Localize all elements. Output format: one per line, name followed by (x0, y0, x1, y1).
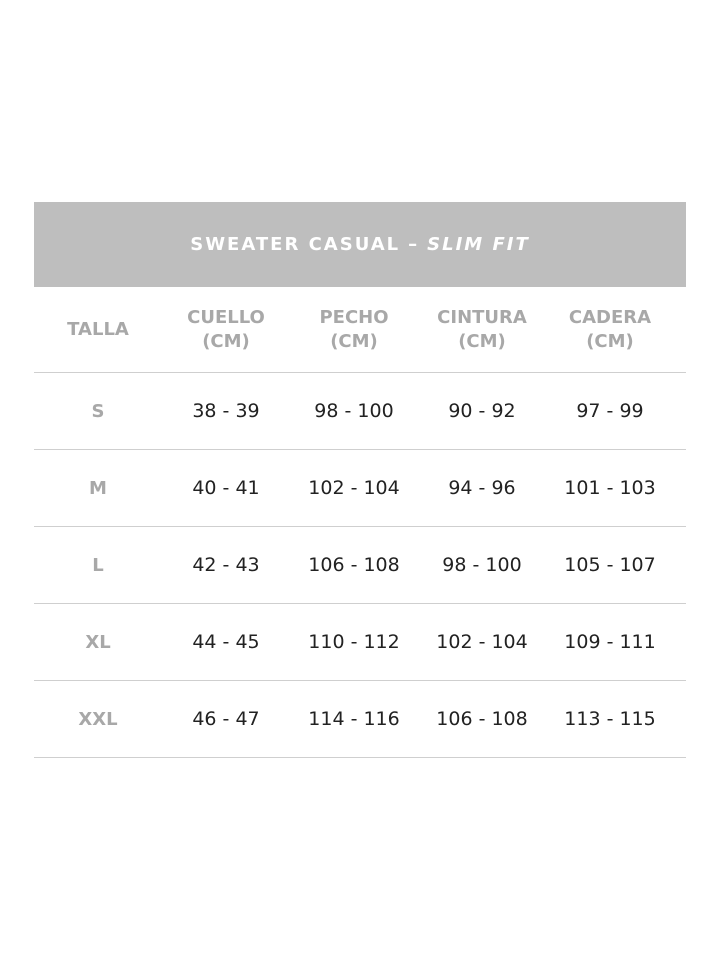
cadera-cell: 101 - 103 (564, 477, 656, 499)
cuello-cell: 46 - 47 (192, 708, 260, 730)
cintura-cell: 94 - 96 (448, 477, 516, 499)
table-row (34, 604, 686, 681)
column-header-line2: (CM) (202, 330, 250, 352)
table-title-bar (34, 202, 686, 287)
size-chart-table (34, 202, 686, 758)
table-header-row (34, 287, 686, 373)
table-title-fit: SLIM FIT (427, 234, 530, 255)
column-header-line2: (CM) (458, 330, 506, 352)
column-header-line1: CUELLO (187, 306, 265, 328)
size-cell: S (91, 400, 105, 422)
column-header-cintura (418, 306, 546, 354)
column-header-line1: PECHO (319, 306, 389, 328)
pecho-cell: 98 - 100 (314, 400, 394, 422)
cuello-cell: 42 - 43 (192, 554, 260, 576)
cintura-cell: 106 - 108 (436, 708, 528, 730)
cintura-cell: 90 - 92 (448, 400, 516, 422)
column-header-pecho (290, 306, 418, 354)
cadera-cell: 105 - 107 (564, 554, 656, 576)
cuello-cell: 38 - 39 (192, 400, 260, 422)
cuello-cell: 40 - 41 (192, 477, 260, 499)
table-title-main: SWEATER CASUAL (190, 234, 401, 255)
cadera-cell: 113 - 115 (564, 708, 656, 730)
cuello-cell: 44 - 45 (192, 631, 260, 653)
table-row (34, 527, 686, 604)
size-cell: M (89, 477, 107, 499)
column-header-cadera (546, 306, 674, 354)
size-cell: XXL (78, 708, 118, 730)
table-row (34, 450, 686, 527)
size-cell: XL (85, 631, 111, 653)
column-header-talla (34, 318, 162, 342)
pecho-cell: 110 - 112 (308, 631, 400, 653)
cadera-cell: 97 - 99 (576, 400, 644, 422)
column-header-line2: (CM) (586, 330, 634, 352)
cintura-cell: 98 - 100 (442, 554, 522, 576)
column-header-line2: (CM) (330, 330, 378, 352)
pecho-cell: 114 - 116 (308, 708, 400, 730)
table-row (34, 681, 686, 758)
size-cell: L (92, 554, 104, 576)
pecho-cell: 102 - 104 (308, 477, 400, 499)
column-header-cuello (162, 306, 290, 354)
table-title-separator: – (408, 234, 420, 255)
table-row (34, 373, 686, 450)
cadera-cell: 109 - 111 (564, 631, 656, 653)
column-header-line1: CINTURA (437, 306, 527, 328)
cintura-cell: 102 - 104 (436, 631, 528, 653)
column-header-line1: CADERA (568, 306, 652, 328)
column-header-line1: TALLA (67, 318, 129, 340)
pecho-cell: 106 - 108 (308, 554, 400, 576)
